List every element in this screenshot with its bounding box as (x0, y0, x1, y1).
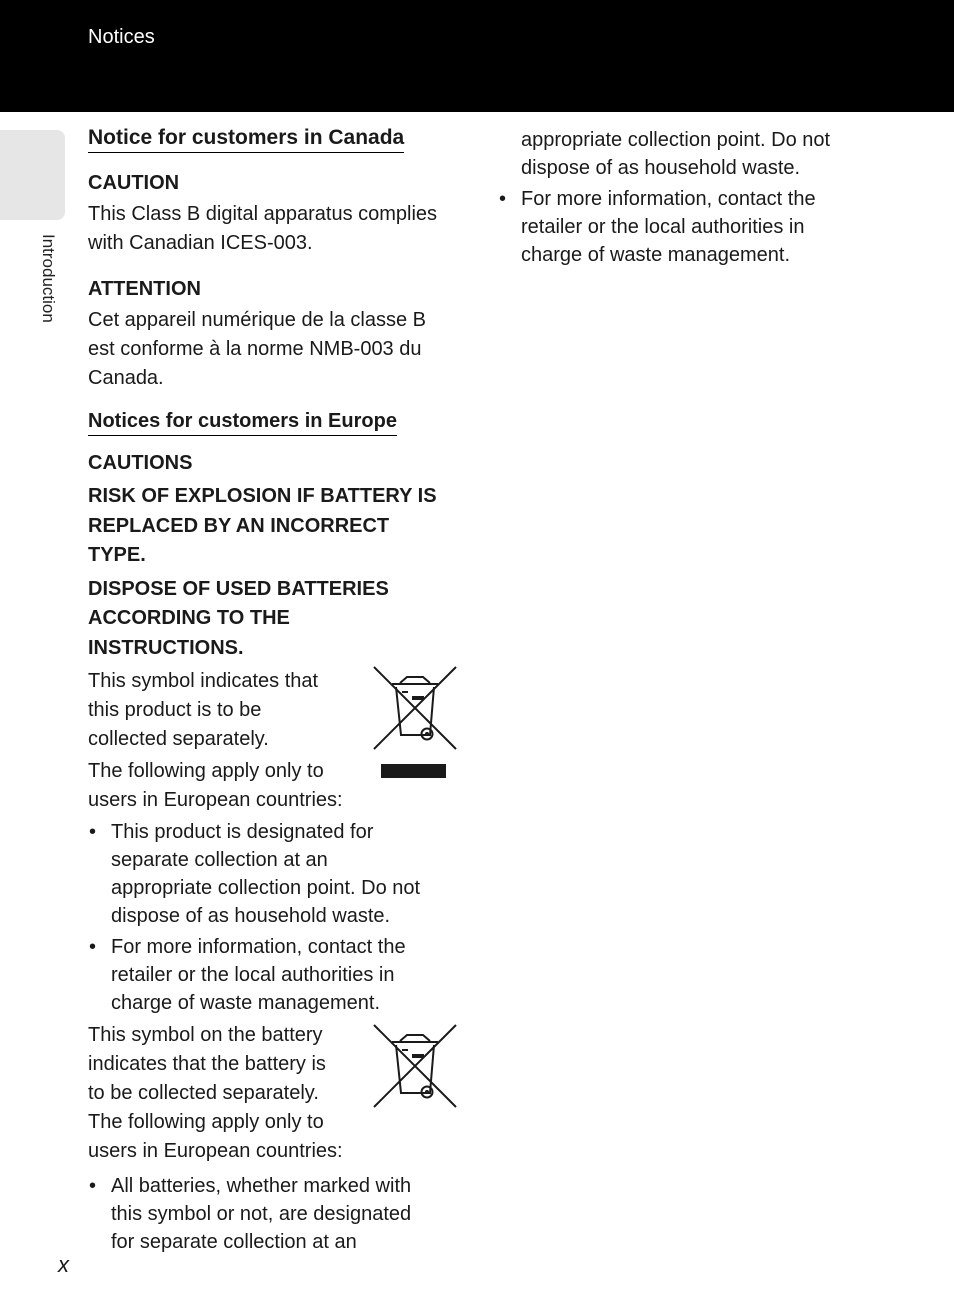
attention-heading: ATTENTION (88, 278, 201, 300)
header-title: Notices (88, 26, 155, 48)
left-column (88, 124, 458, 1256)
battery-symbol-block (88, 1021, 458, 1166)
text-line: retailer or the local authorities in (111, 964, 395, 986)
text-line: dispose of as household waste. (111, 905, 391, 927)
section-label (36, 234, 58, 344)
cautions-heading: CAUTIONS (88, 452, 193, 474)
page-number: x (58, 1252, 69, 1277)
text-line: INSTRUCTIONS. (88, 636, 244, 659)
text-line: appropriate collection point. Do not (521, 129, 831, 151)
canada-title: Notice for customers in Canada (88, 124, 404, 153)
text-line: users in European countries: (88, 789, 343, 811)
text-line: The following apply only to (88, 1111, 324, 1133)
right-column (498, 126, 878, 269)
list-item (88, 818, 458, 930)
text-line: This product is designated for (111, 821, 374, 843)
text-line: The following apply only to (88, 760, 324, 782)
text-line: separate collection at an (111, 849, 328, 871)
battery-symbol-description (88, 1021, 378, 1166)
battery-bullet-list (88, 1172, 458, 1256)
text-line: Cet appareil numérique de la classe B (88, 309, 426, 331)
text-line: REPLACED BY AN INCORRECT (88, 514, 390, 537)
text-line: to be collected separately. (88, 1082, 319, 1104)
page-header (0, 0, 954, 112)
text-line: TYPE. (88, 544, 146, 566)
section-tab (0, 130, 65, 220)
text-line: collected separately. (88, 728, 269, 750)
text-line: this product is to be (88, 699, 262, 721)
section-label-text: Introduction (39, 234, 58, 323)
text-line: appropriate collection point. Do not (111, 877, 421, 899)
product-bullet-list (88, 818, 458, 1017)
explosion-warning (88, 482, 458, 571)
crossed-out-bin-icon (372, 665, 458, 781)
applicability-note (88, 757, 378, 815)
list-item (88, 1172, 458, 1256)
product-symbol-block (88, 667, 458, 815)
text-line: RISK OF EXPLOSION IF BATTERY IS (88, 485, 437, 507)
text-line: Canada. (88, 367, 164, 389)
text-line: This Class B digital apparatus complies (88, 203, 438, 225)
list-item (498, 185, 878, 269)
continued-text (498, 126, 878, 182)
europe-title: Notices for customers in Europe (88, 407, 397, 436)
caution-heading: CAUTION (88, 172, 180, 194)
text-line: dispose of as household waste. (521, 157, 801, 179)
text-line: This symbol indicates that (88, 670, 319, 692)
text-line: for separate collection at an (111, 1231, 357, 1253)
text-line: All batteries, whether marked with (111, 1175, 412, 1197)
crossed-out-bin-icon (372, 1023, 458, 1111)
text-line: users in European countries: (88, 1140, 343, 1162)
text-line: charge of waste management. (111, 992, 381, 1014)
right-bullet-list (498, 185, 878, 269)
caution-text (88, 200, 458, 258)
text-line: ACCORDING TO THE (88, 607, 290, 629)
dispose-warning (88, 575, 458, 664)
list-item (88, 933, 458, 1017)
text-line: this symbol or not, are designated (111, 1203, 412, 1225)
text-line: est conforme à la norme NMB-003 du (88, 338, 422, 360)
text-line: For more information, contact the (521, 188, 816, 210)
text-line: This symbol on the battery (88, 1024, 323, 1046)
text-line: with Canadian ICES-003. (88, 232, 313, 254)
text-line: indicates that the battery is (88, 1053, 326, 1075)
text-line: For more information, contact the (111, 936, 406, 958)
text-line: charge of waste management. (521, 244, 791, 266)
symbol-description (88, 667, 360, 754)
attention-text (88, 306, 458, 393)
text-line: DISPOSE OF USED BATTERIES (88, 577, 389, 600)
text-line: retailer or the local authorities in (521, 216, 805, 238)
